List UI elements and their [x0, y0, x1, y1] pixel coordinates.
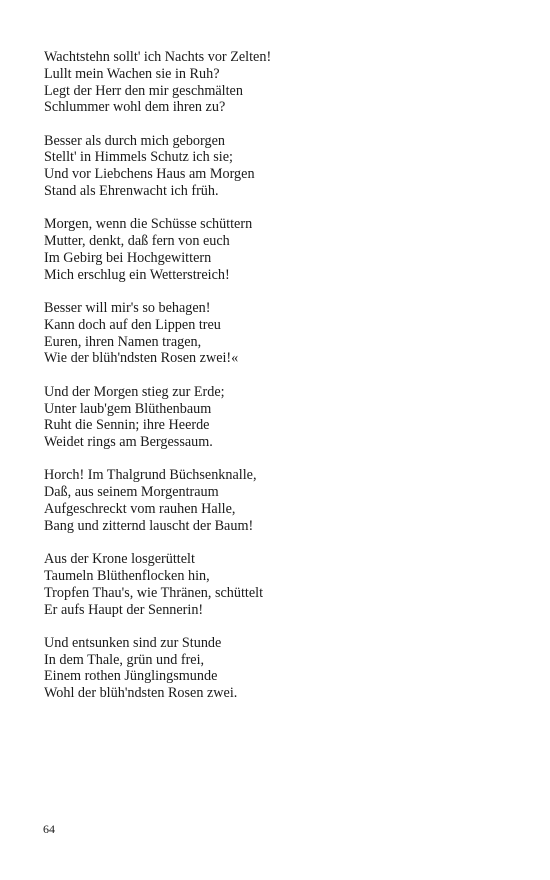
poem-line: Aufgeschreckt vom rauhen Halle, [44, 501, 236, 518]
poem-line: Euren, ihren Namen tragen, [44, 333, 202, 350]
poem-line: Aus der Krone losgerüttelt [44, 551, 195, 568]
poem-line: In dem Thale, grün und frei, [44, 651, 205, 668]
poem-line: Mutter, denkt, daß fern von euch [44, 233, 230, 250]
poem-line: Einem rothen Jünglingsmunde [44, 668, 218, 685]
poem-line: Besser will mir's so behagen! [44, 300, 211, 317]
poem-line: Und der Morgen stieg zur Erde; [44, 383, 225, 400]
poem-line: Taumeln Blüthenflocken hin, [44, 567, 210, 584]
poem-line: Unter laub'gem Blüthenbaum [44, 400, 212, 417]
stanza-3 [44, 216, 524, 283]
poem-line: Morgen, wenn die Schüsse schüttern [44, 216, 253, 233]
poem-text [44, 49, 524, 719]
stanza-8 [44, 635, 524, 702]
poem-line: Ruht die Sennin; ihre Heerde [44, 417, 210, 434]
stanza-2 [44, 133, 524, 200]
poem-line: Lullt mein Wachen sie in Ruh? [44, 65, 220, 82]
stanza-4 [44, 300, 524, 367]
poem-line: Mich erschlug ein Wetterstreich! [44, 266, 230, 283]
poem-line: Besser als durch mich geborgen [44, 132, 225, 149]
poem-line: Horch! Im Thalgrund Büchsenknalle, [44, 467, 257, 484]
stanza-7 [44, 551, 524, 618]
poem-line: Im Gebirg bei Hochgewittern [44, 249, 212, 266]
poem-line: Wachtstehn sollt' ich Nachts vor Zelten! [44, 49, 272, 65]
poem-line: Wie der blüh'ndsten Rosen zwei!« [44, 350, 239, 367]
poem-line: Kann doch auf den Lippen treu [44, 316, 221, 333]
poem-line: Bang und zitternd lauscht der Baum! [44, 517, 254, 534]
poem-line: Er aufs Haupt der Sennerin! [44, 601, 204, 618]
poem-line: Weidet rings am Bergessaum. [44, 434, 213, 451]
poem-line: Und vor Liebchens Haus am Morgen [44, 166, 255, 183]
poem-line: Stellt' in Himmels Schutz ich sie; [44, 149, 233, 166]
poem-line: Und entsunken sind zur Stunde [44, 634, 222, 651]
page-number: 64 [43, 822, 55, 836]
poem-line: Daß, aus seinem Morgentraum [44, 484, 219, 501]
poem-line: Stand als Ehrenwacht ich früh. [44, 183, 219, 200]
poem-line: Wohl der blüh'ndsten Rosen zwei. [44, 685, 238, 702]
poem-line: Schlummer wohl dem ihren zu? [44, 99, 226, 116]
stanza-5 [44, 384, 524, 451]
poem-line: Tropfen Thau's, wie Thränen, schüttelt [44, 584, 264, 601]
stanza-1 [44, 49, 524, 116]
poem-line: Legt der Herr den mir geschmälten [44, 82, 243, 99]
stanza-6 [44, 467, 524, 534]
